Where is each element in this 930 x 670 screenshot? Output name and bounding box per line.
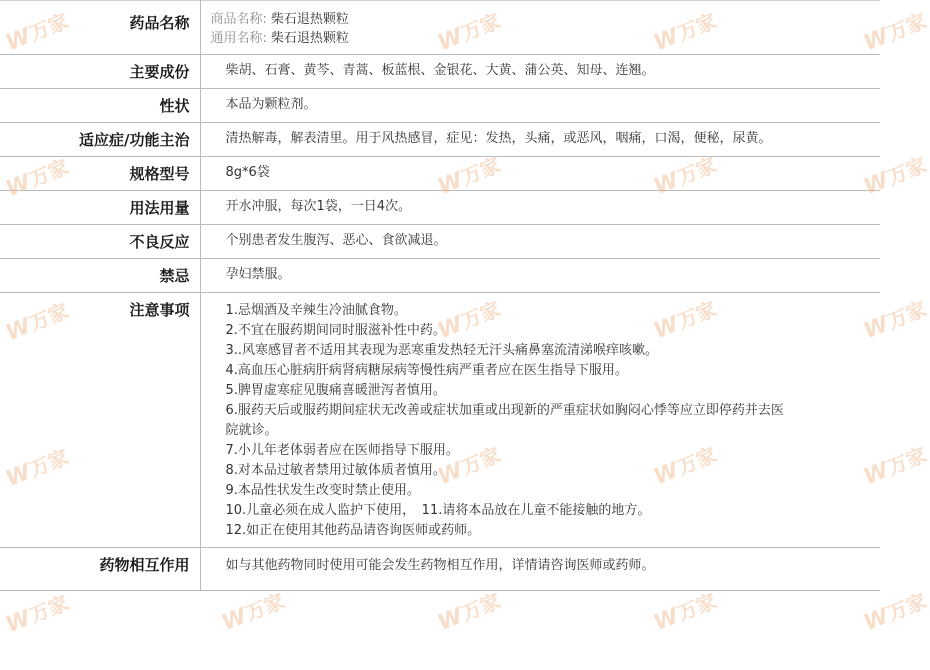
watermark-logo: W万家 [860,442,930,491]
watermark-logo: W万家 [860,588,930,637]
generic-name-key: 通用名称: [210,31,267,46]
watermark-w-icon: W [650,603,683,637]
value-drug-interactions: 如与其他药物同时使用可能会发生药物相互作用，详情请咨询医师或药师。 [200,548,880,591]
label-adverse-reactions: 不良反应 [0,225,200,259]
watermark-logo: W万家 [434,296,504,345]
watermark-w-icon: W [650,457,683,491]
watermark-logo: W万家 [2,154,72,203]
watermark-w-icon: W [860,603,893,637]
watermark-logo: W万家 [2,298,72,347]
watermark-w-icon: W [434,167,467,201]
watermark-w-icon: W [434,603,467,637]
watermark-w-icon: W [860,167,893,201]
value-precautions [200,293,880,548]
row-adverse-reactions [0,225,880,259]
trade-name-key: 商品名称: [210,12,267,27]
watermark-w-icon: W [2,459,35,493]
value-contraindications: 孕妇禁服。 [200,259,880,293]
watermark-w-icon: W [860,457,893,491]
row-contraindications [0,259,880,293]
watermark-logo: W万家 [650,8,720,57]
watermark-logo: W万家 [650,442,720,491]
precaution-line: 8.对本品过敏者禁用过敏体质者慎用。 [225,463,446,478]
watermark-w-icon: W [434,457,467,491]
watermark-w-icon: W [434,23,467,57]
precaution-line: 3..风寒感冒者不适用其表现为恶寒重发热轻无汗头痛鼻塞流清涕喉痒咳嗽。 [225,343,659,358]
label-indications: 适应症/功能主治 [0,123,200,157]
row-indications [0,123,880,157]
value-indications: 清热解毒，解表清里。用于风热感冒，症见：发热，头痛，或恶风，咽痛，口渴，便秘，尿黄。 [200,123,880,157]
trade-name-line [211,10,791,29]
label-contraindications: 禁忌 [0,259,200,293]
value-properties: 本品为颗粒剂。 [200,89,880,123]
label-drug-name: 药品名称 [0,1,200,55]
watermark-w-icon: W [2,313,35,347]
precaution-line: 1.忌烟酒及辛辣生冷油腻食物。 [225,303,407,318]
watermark-logo: W万家 [650,152,720,201]
watermark-w-icon: W [650,23,683,57]
precaution-line: 9.本品性状发生改变时禁止使用。 [225,483,420,498]
precaution-line: 5.脾胃虚寒症见腹痛喜暖泄泻者慎用。 [225,383,446,398]
watermark-logo: W万家 [860,152,930,201]
watermark-logo: W万家 [650,588,720,637]
watermark-logo: W万家 [860,8,930,57]
row-properties [0,89,880,123]
label-spec: 规格型号 [0,157,200,191]
watermark-logo: W万家 [434,8,504,57]
watermark-w-icon: W [2,23,35,57]
value-drug-name [200,1,880,55]
generic-name-line [211,29,791,48]
watermark-w-icon: W [860,311,893,345]
precaution-line: 2.不宜在服药期间同时服滋补性中药。 [225,323,446,338]
watermark-logo: W万家 [650,296,720,345]
value-ingredients: 柴胡、石膏、黄芩、青蒿、板蓝根、金银花、大黄、蒲公英、知母、连翘。 [200,55,880,89]
label-properties: 性状 [0,89,200,123]
row-usage [0,191,880,225]
watermark-w-icon: W [650,167,683,201]
row-spec [0,157,880,191]
watermark-w-icon: W [218,603,251,637]
generic-name-value: 柴石退热颗粒 [270,31,349,46]
watermark-w-icon: W [434,311,467,345]
value-usage: 开水冲服，每次1袋，一日4次。 [200,191,880,225]
watermark-w-icon: W [650,311,683,345]
label-precautions: 注意事项 [0,293,200,548]
watermark-logo: W万家 [434,588,504,637]
precaution-line: 12.如正在使用其他药品请咨询医师或药师。 [225,523,481,538]
trade-name-value: 柴石退热颗粒 [270,12,349,27]
watermark-logo: W万家 [434,152,504,201]
precaution-line: 4.高血压心脏病肝病肾病糖尿病等慢性病严重者应在医生指导下服用。 [225,363,628,378]
precaution-line: 7.小儿年老体弱者应在医师指导下服用。 [225,443,459,458]
watermark-w-icon: W [860,23,893,57]
label-drug-interactions: 药物相互作用 [0,548,200,591]
label-ingredients: 主要成份 [0,55,200,89]
watermark-w-icon: W [2,169,35,203]
watermark-logo: W万家 [218,588,288,637]
precaution-line: 10.儿童必须在成人监护下使用， 11.请将本品放在儿童不能接触的地方。 [225,503,651,518]
watermark-logo: W万家 [860,296,930,345]
value-spec: 8g*6袋 [200,157,880,191]
watermark-logo: W万家 [2,444,72,493]
watermark-logo: W万家 [434,442,504,491]
watermark-logo: W万家 [2,590,72,639]
watermark-logo: W万家 [2,8,72,57]
row-precautions [0,293,880,548]
watermark-w-icon: W [2,605,35,639]
row-drug-name [0,1,880,55]
precaution-line: 6.服药天后或服药期间症状无改善或症状加重或出现新的严重症状如胸闷心悸等应立即停药并去医院就诊。 [225,403,784,438]
row-ingredients [0,55,880,89]
row-drug-interactions [0,548,880,591]
label-usage: 用法用量 [0,191,200,225]
value-adverse-reactions: 个别患者发生腹泻、恶心、食欲减退。 [200,225,880,259]
